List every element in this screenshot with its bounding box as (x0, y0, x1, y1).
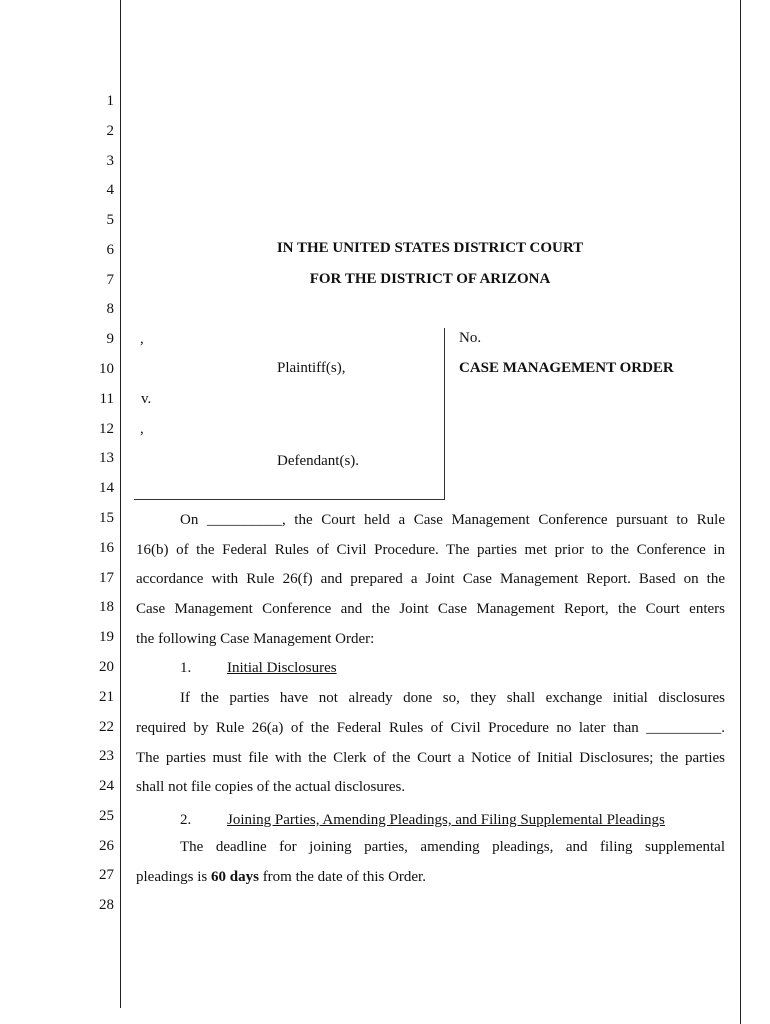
paragraph-1-line-2: 16(b) of the Federal Rules of Civil Procedure. The parties met prior to the Conference in (136, 542, 725, 558)
plaintiff-label: Plaintiff(s), (277, 360, 346, 376)
line-number: 25 (99, 808, 114, 824)
plaintiff-name: , (140, 331, 144, 347)
section-1-line-1: If the parties have not already done so, they shall exchange initial disclosures (180, 690, 725, 706)
line-number: 26 (99, 838, 114, 854)
line-number: 1 (106, 93, 114, 109)
section-1-number: 1. (180, 660, 192, 676)
line-number: 2 (106, 123, 114, 139)
line-number: 13 (99, 450, 114, 466)
section-1-line-3: The parties must file with the Clerk of the Court a Notice of Initial Disclosures; the parties (136, 750, 725, 766)
section-2-number: 2. (180, 812, 192, 828)
section-1-line-2: required by Rule 26(a) of the Federal Rules of Civil Procedure no later than __________. (136, 720, 725, 736)
defendant-label: Defendant(s). (277, 453, 360, 469)
line-number: 12 (99, 421, 114, 437)
deadline-text-after: from the date of this Order. (262, 869, 426, 885)
versus-label: v. (141, 391, 152, 407)
line-number: 18 (99, 599, 114, 615)
section-2-line-1: The deadline for joining parties, amending pleadings, and filing supplemental (180, 839, 725, 855)
line-number: 3 (106, 153, 114, 169)
caption-box-bottom-border (134, 499, 445, 500)
line-number: 15 (99, 510, 114, 526)
line-number: 8 (106, 301, 114, 317)
section-1-heading: Initial Disclosures (227, 660, 337, 676)
line-number: 27 (99, 867, 114, 883)
paragraph-1-line-1: On __________, the Court held a Case Management Conference pursuant to Rule (180, 512, 725, 528)
line-number: 16 (99, 540, 114, 556)
right-margin-rule (740, 0, 741, 1024)
court-name-line2: FOR THE DISTRICT OF ARIZONA (309, 271, 551, 287)
line-number: 14 (99, 480, 114, 496)
caption-box-right-border (444, 328, 445, 500)
paragraph-1-line-4: Case Management Conference and the Joint Case Management Report, the Court enters (136, 601, 725, 617)
deadline-text-before: pleadings is (136, 869, 208, 885)
line-number: 19 (99, 629, 114, 645)
line-number: 9 (106, 331, 114, 347)
line-number: 24 (99, 778, 114, 794)
line-number: 22 (99, 719, 114, 735)
line-number: 10 (99, 361, 114, 377)
line-number: 28 (99, 897, 114, 913)
line-number: 6 (106, 242, 114, 258)
case-number-label: No. (459, 330, 482, 346)
court-name-line1: IN THE UNITED STATES DISTRICT COURT (276, 240, 584, 256)
line-number: 4 (106, 182, 114, 198)
document-title: CASE MANAGEMENT ORDER (459, 360, 674, 376)
left-margin-rule (120, 0, 121, 1008)
deadline-days: 60 days (211, 869, 259, 885)
paragraph-1-line-3: accordance with Rule 26(f) and prepared a Joint Case Management Report. Based on the (136, 571, 725, 587)
line-number: 23 (99, 748, 114, 764)
section-2-line-2 (136, 868, 426, 886)
line-number: 20 (99, 659, 114, 675)
line-number: 5 (106, 212, 114, 228)
line-number: 21 (99, 689, 114, 705)
line-number: 7 (106, 272, 114, 288)
line-number: 11 (99, 391, 114, 407)
defendant-name: , (140, 421, 144, 437)
section-1-line-4: shall not file copies of the actual disclosures. (136, 779, 406, 795)
paragraph-1-line-5: the following Case Management Order: (136, 631, 375, 647)
section-2-heading: Joining Parties, Amending Pleadings, and Filing Supplemental Pleadings (227, 812, 665, 828)
line-number: 17 (99, 570, 114, 586)
